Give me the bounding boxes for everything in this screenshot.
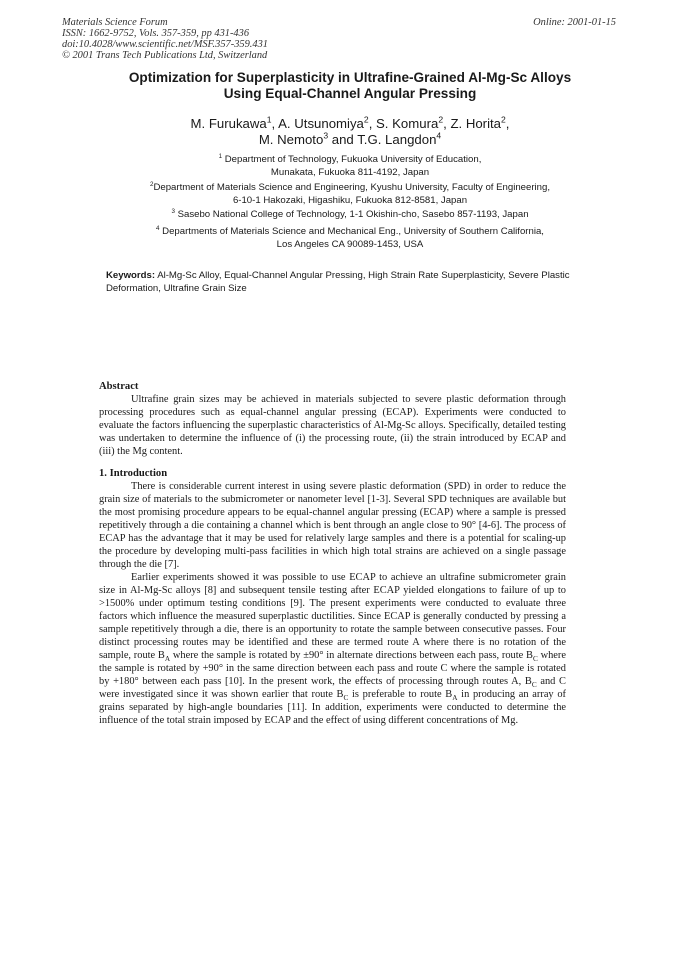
copyright-line: © 2001 Trans Tech Publications Ltd, Switzerland bbox=[62, 50, 268, 61]
author-3: S. Komura bbox=[376, 116, 439, 131]
author-1: M. Furukawa bbox=[190, 116, 267, 131]
title-line-1: Optimization for Superplasticity in Ultrafine-Grained Al-Mg-Sc Alloys bbox=[128, 70, 572, 85]
affiliation-4: $^4$ Departments of Materials Science and Mechanical Eng., University of Southern California, Los Angeles CA 90089-1453, USA bbox=[156, 224, 544, 250]
affiliation-3: $^3$ Sasebo National College of Technology, 1-1 Okishin-cho, Sasebo 857-1193, Japan bbox=[171, 207, 529, 220]
issn-line: ISSN: 1662-9752, Vols. 357-359, pp 431-436 bbox=[62, 28, 250, 39]
online-date: Online: 2001-01-15 bbox=[533, 17, 616, 28]
intro-paragraph-2: Earlier experiments showed it was possible to use ECAP to achieve an ultrafine submicrometer grain size in Al-Mg-Sc alloys [8] and subsequent tensile testing after ECAP yielded elongations to failure of up to >1500% under optimum testing conditions [9]. The present experiments were conducted to evaluate three factors which influence the measured superplastic ductilities. Since ECAP is generally conducted by pressing a sample repetitively through a die, there is an opportunity to rotate the sample between consecutive passes. Four distinct processing routes may be identified and these are termed route A where there is no rotation of the sample, route $B_A$ where the sample is rotated by ±90° in alternate directions between each pass, route $B_C$ where the sample is rotated by +90° in the same direction between each pass and route C where the sample is rotated by +180° between each pass [10]. In the present work, the effects of processing through routes A, $B_C$ and C were investigated since it was shown earlier that route $B_C$ is preferable to route $B_A$ in producing an array of grains separated by high-angle boundaries [11]. In addition, experiments were conducted to determine the influence of the total strain imposed by ECAP and the effect of using different concentrations of Mg. bbox=[99, 572, 566, 726]
affiliation-1: $^1$ Department of Technology, Fukuoka University of Education, Munakata, Fukuoka 811-4192, Japan bbox=[218, 152, 482, 178]
keywords-text: Al-Mg-Sc Alloy, Equal-Channel Angular Pressing, High Strain Rate Superplasticity, Severe Plastic Deformation, Ultrafine Grain Size bbox=[106, 270, 570, 294]
author-2: A. Utsunomiya bbox=[278, 116, 364, 131]
abstract-section bbox=[99, 380, 566, 458]
journal-meta bbox=[62, 17, 268, 61]
keywords-label: Keywords: bbox=[106, 270, 156, 281]
paper-title bbox=[70, 70, 630, 102]
author-list: M. Furukawa$^1$, A. Utsunomiya$^2$, S. Komura$^2$, Z. Horita$^2$, M. Nemoto$^3$ and T.G. Langdon$^4$ bbox=[190, 114, 510, 147]
journal-name: Materials Science Forum bbox=[62, 17, 168, 28]
author-6: T.G. Langdon bbox=[357, 131, 437, 147]
affiliation-2: $^2$Department of Materials Science and Engineering, Kyushu University, Faculty of Engineering, 6-10-1 Hakozaki, Higashiku, Fukuoka 812-8581, Japan bbox=[149, 180, 551, 206]
keywords-block bbox=[106, 269, 576, 295]
doi-line: doi:10.4028/www.scientific.net/MSF.357-359.431 bbox=[62, 39, 268, 50]
title-line-2: Using Equal-Channel Angular Pressing bbox=[223, 86, 477, 101]
intro-paragraph-1: There is considerable current interest in using severe plastic deformation (SPD) in order to reduce the grain size of materials to the submicrometer or nanometer level [1-3]. Several SPD techniques are available but the most promising procedure appears to be equal-channel angular pressing (ECAP) where a sample is pressed repetitively through a die containing a channel which is bent through an angle close to 90° [4-6]. The process of ECAP has the advantage that it may be used for relatively large samples and there is a potential for scaling-up the procedure by developing multi-pass facilities in which high total strains are achieved on a single passage through the die [7]. bbox=[99, 481, 566, 570]
abstract-heading: Abstract bbox=[99, 381, 139, 392]
author-4: Z. Horita bbox=[450, 116, 501, 131]
abstract-text: Ultrafine grain sizes may be achieved in materials subjected to severe plastic deformation through processing procedures such as equal-channel angular pressing (ECAP). Experiments were conducted to evaluate the factors influencing the superplastic characteristics of Al-Mg-Sc alloys. Specifically, detailed testing was undertaken to determine the influence of (i) the processing route, (ii) the strain introduced by ECAP and (iii) the Mg content. bbox=[99, 394, 566, 457]
author-5: M. Nemoto bbox=[258, 131, 324, 147]
introduction-section bbox=[99, 467, 566, 727]
introduction-heading: 1. Introduction bbox=[99, 468, 168, 479]
